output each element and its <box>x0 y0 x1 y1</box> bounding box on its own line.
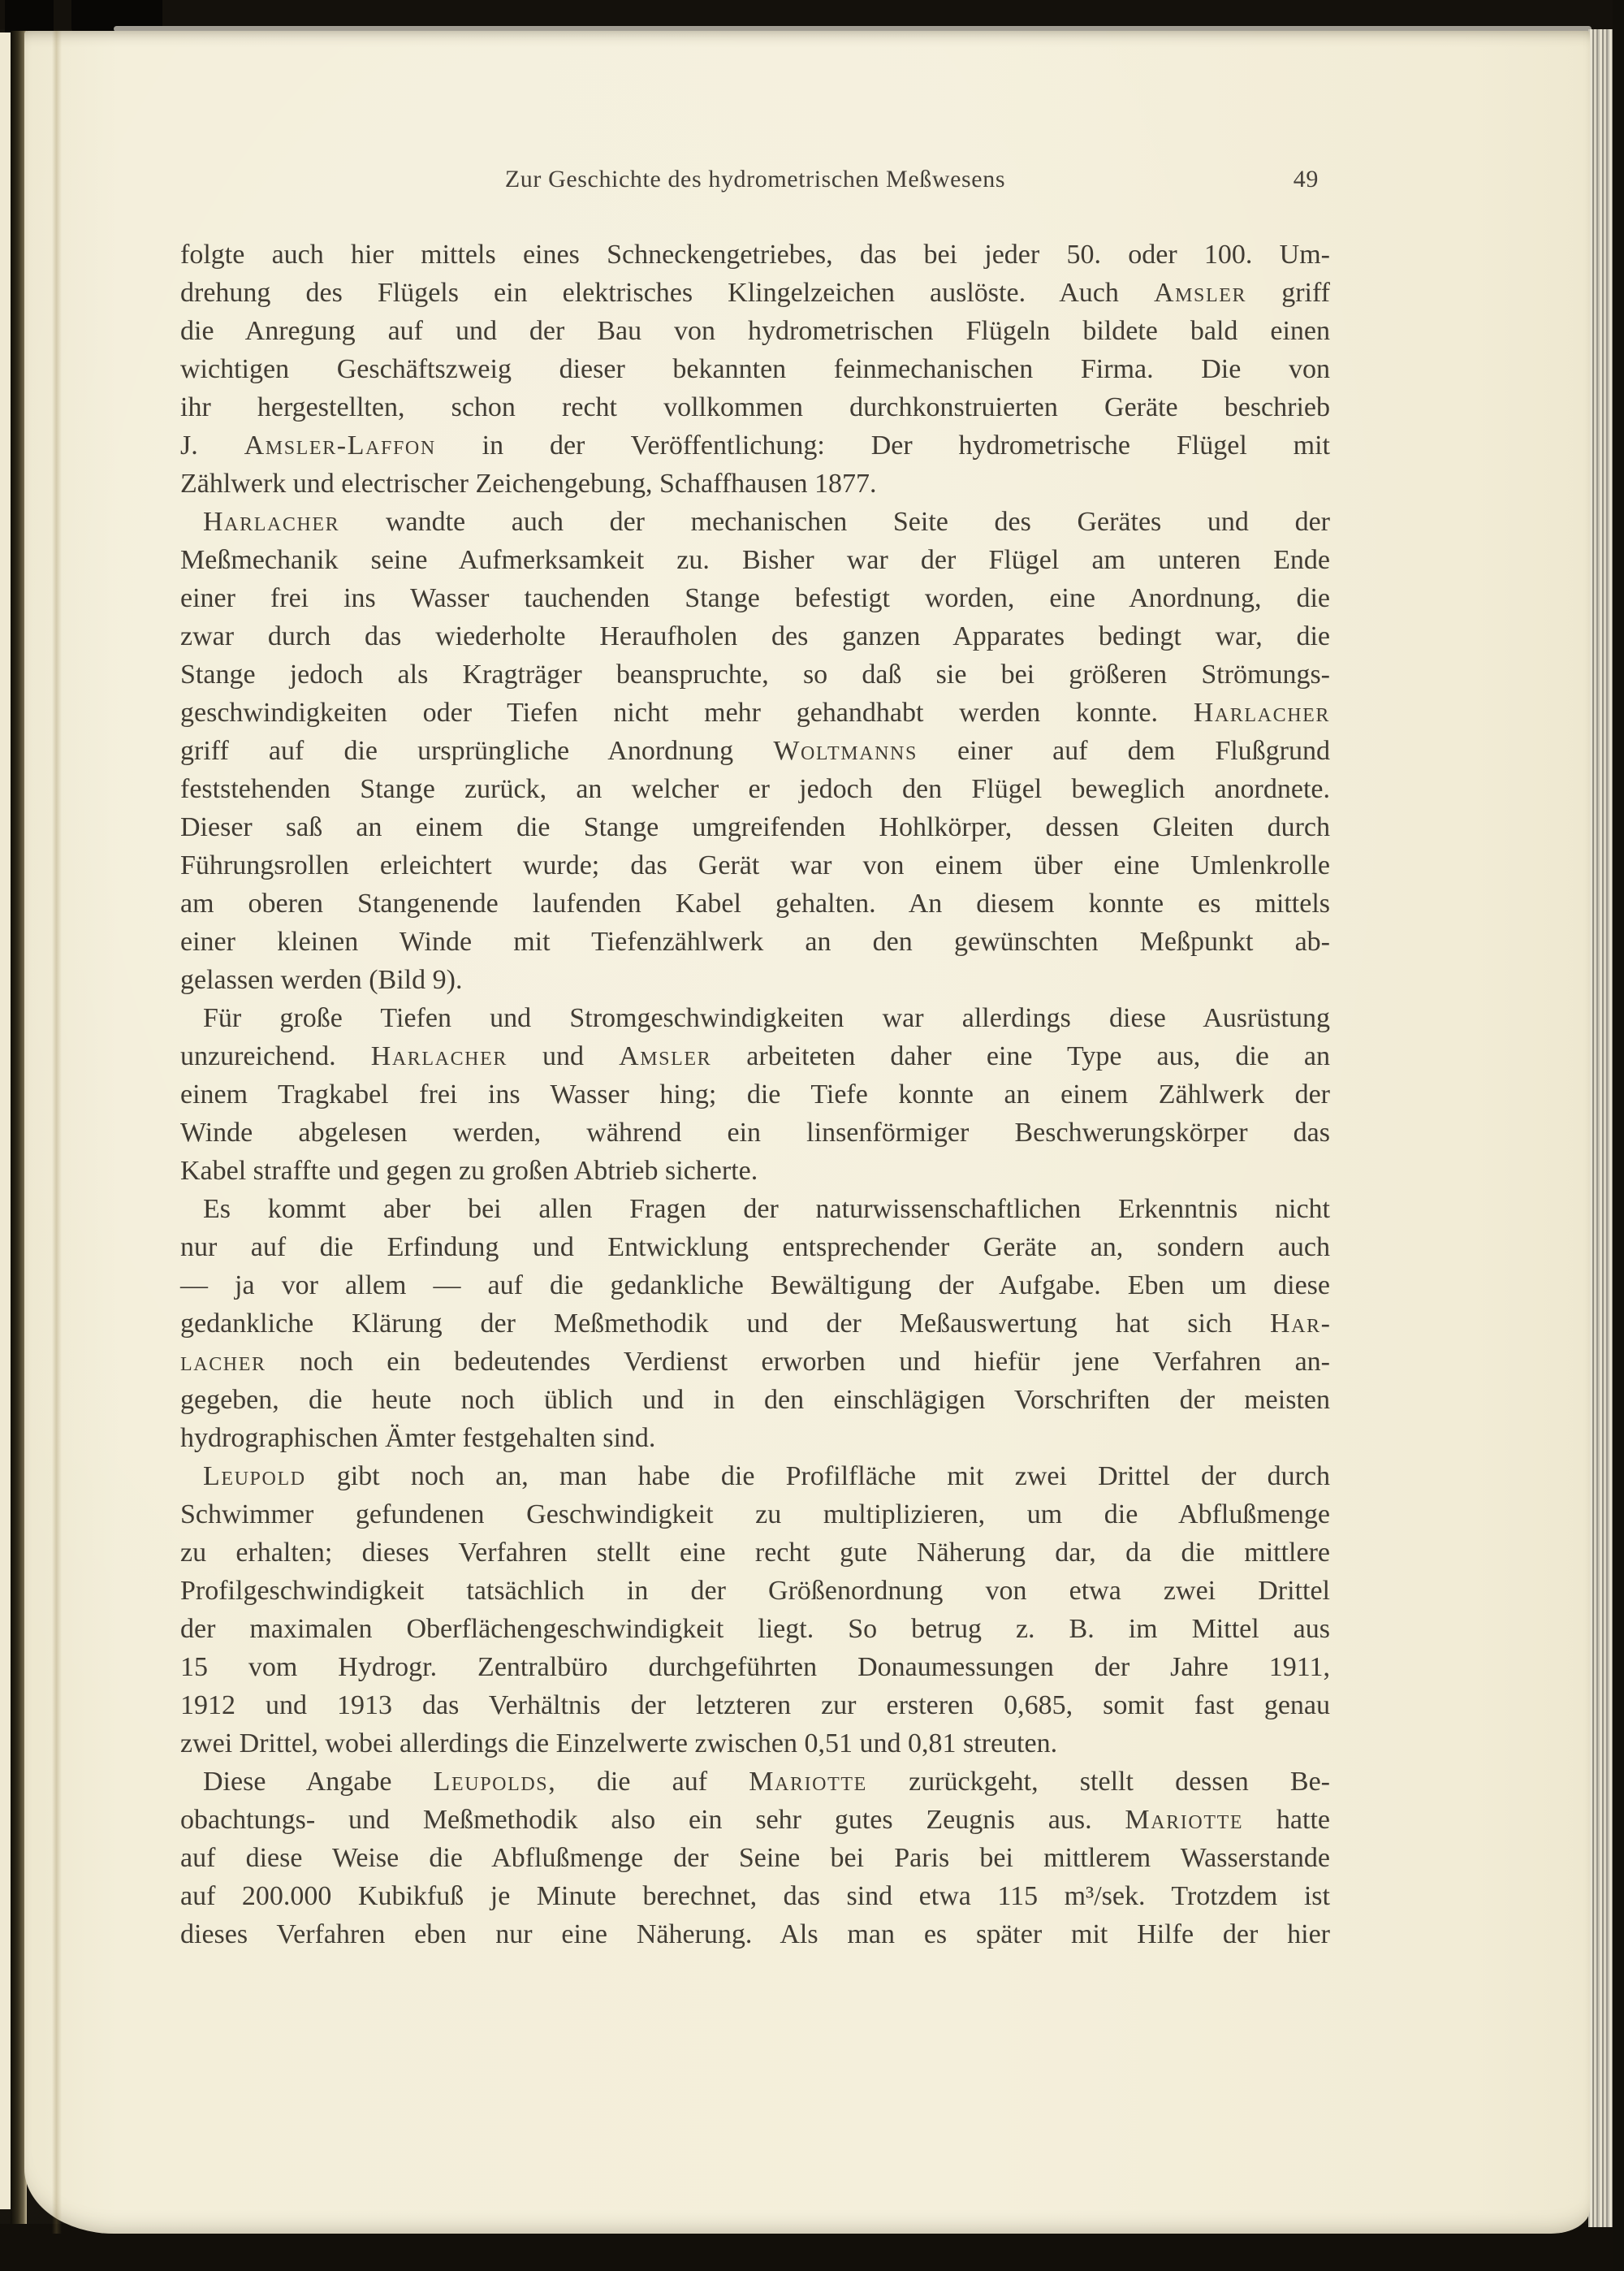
text-line: Leupold gibt noch an, man habe die Profilfläche mit zwei Drittel der durch <box>203 1461 1330 1491</box>
text-line: Dieser saß an einem die Stange umgreifenden Hohlkörper, dessen Gleiten durch <box>180 812 1330 842</box>
text-line: J. Amsler-Laffon in der Veröffentlichung: Der hydrometrische Flügel mit <box>180 430 1330 461</box>
text-line: Winde abgelesen werden, während ein linsenförmiger Beschwerungskörper das <box>180 1118 1330 1148</box>
text-line: nur auf die Erfindung und Entwicklung entsprechender Geräte an, sondern auch <box>180 1232 1330 1262</box>
text-line: gegeben, die heute noch üblich und in den einschlägigen Vorschriften der meisten <box>180 1385 1330 1415</box>
small-caps-name: Woltmanns <box>773 736 918 766</box>
text-line: Für große Tiefen und Stromgeschwindigkeiten war allerdings diese Ausrüstung <box>203 1003 1330 1033</box>
small-caps-name: Amsler-Laffon <box>244 430 436 461</box>
scanner-top-bar <box>0 0 1624 29</box>
running-head: Zur Geschichte des hydrometrischen Meßwesens <box>504 166 1006 192</box>
text-body <box>180 236 1330 1953</box>
small-caps-name: Amsler <box>1153 278 1247 308</box>
page-edge-stripes <box>1588 29 1614 2227</box>
text-line: am oberen Stangenende laufenden Kabel gehalten. An diesem konnte es mittels <box>180 889 1330 919</box>
paragraph <box>180 236 1330 503</box>
text-line: der maximalen Oberflächengeschwindigkeit liegt. So betrug z. B. im Mittel aus <box>180 1614 1330 1644</box>
text-line: lacher noch ein bedeutendes Verdienst erworben und hiefür jene Verfahren an- <box>180 1347 1330 1377</box>
page-number: 49 <box>1293 166 1319 192</box>
paragraph <box>180 1763 1330 1953</box>
text-line: gelassen werden (Bild 9). <box>180 965 463 995</box>
text-line: Stange jedoch als Kragträger beanspruchte, so daß sie bei größeren Strömungs- <box>180 660 1330 690</box>
text-line: wichtigen Geschäftszweig dieser bekannten feinmechanischen Firma. Die von <box>180 354 1330 384</box>
text-line: einem Tragkabel frei ins Wasser hing; die Tiefe konnte an einem Zählwerk der <box>180 1079 1330 1110</box>
small-caps-name: Harlacher <box>203 507 340 537</box>
text-line: hydrographischen Ämter festgehalten sind. <box>180 1423 656 1453</box>
text-line: zwar durch das wiederholte Heraufholen des ganzen Apparates bedingt war, die <box>180 621 1330 651</box>
text-line: Profilgeschwindigkeit tatsächlich in der Größenordnung von etwa zwei Drittel <box>180 1576 1330 1606</box>
text-line: dieses Verfahren eben nur eine Näherung. Als man es später mit Hilfe der hier <box>180 1919 1330 1949</box>
book-page <box>24 31 1590 2234</box>
small-caps-name: Amsler <box>619 1041 712 1071</box>
small-caps-name: Leupolds <box>433 1767 549 1797</box>
page-header <box>180 166 1330 201</box>
text-line: zwei Drittel, wobei allerdings die Einzelwerte zwischen 0,51 und 0,81 streuten. <box>180 1728 1058 1758</box>
adjacent-page-edge <box>0 32 11 2209</box>
text-line: Führungsrollen erleichtert wurde; das Gerät war von einem über eine Umlenkrolle <box>180 850 1330 880</box>
scanner-right-margin <box>1613 0 1624 2271</box>
text-line: Zählwerk und electrischer Zeichengebung, Schaffhausen 1877. <box>180 469 877 499</box>
text-line: auf 200.000 Kubikfuß je Minute berechnet, das sind etwa 115 m³/sek. Trotzdem ist <box>180 1881 1330 1911</box>
text-line: Schwimmer gefundenen Geschwindigkeit zu multiplizieren, um die Abflußmenge <box>180 1499 1330 1529</box>
text-line: feststehenden Stange zurück, an welcher er jedoch den Flügel beweglich anordnete. <box>180 774 1330 804</box>
text-line: griff auf die ursprüngliche Anordnung Woltmanns einer auf dem Flußgrund <box>180 736 1331 766</box>
paragraph <box>180 1457 1330 1763</box>
text-line: ihr hergestellten, schon recht vollkommen durchkonstruierten Geräte beschrieb <box>180 392 1330 422</box>
text-line: unzureichend. Harlacher und Amsler arbeiteten daher eine Type aus, die an <box>180 1041 1331 1071</box>
paragraph <box>180 1190 1330 1457</box>
text-line: — ja vor allem — auf die gedankliche Bewältigung der Aufgabe. Eben um diese <box>180 1270 1330 1300</box>
text-line: drehung des Flügels ein elektrisches Klingelzeichen auslöste. Auch Amsler griff <box>180 278 1330 308</box>
page-crease <box>52 31 62 2234</box>
text-line: Diese Angabe Leupolds, die auf Mariotte zurückgeht, stellt dessen Be- <box>203 1767 1330 1797</box>
small-caps-name: Harlacher <box>1193 698 1330 728</box>
text-line: Kabel straffte und gegen zu großen Abtrieb sicherte. <box>180 1156 758 1186</box>
text-line: geschwindigkeiten oder Tiefen nicht mehr gehandhabt werden konnte. Harlacher <box>180 698 1330 728</box>
paragraph <box>180 503 1330 999</box>
small-caps-name: Mariotte <box>1125 1805 1244 1835</box>
text-line: Meßmechanik seine Aufmerksamkeit zu. Bisher war der Flügel am unteren Ende <box>180 545 1330 575</box>
text-line: Es kommt aber bei allen Fragen der naturwissenschaftlichen Erkenntnis nicht <box>203 1194 1330 1224</box>
text-line: die Anregung auf und der Bau von hydrometrischen Flügeln bildete bald einen <box>180 316 1330 346</box>
small-caps-name: Mariotte <box>749 1767 867 1797</box>
text-line: zu erhalten; dieses Verfahren stellt eine recht gute Näherung dar, da die mittlere <box>180 1538 1330 1568</box>
small-caps-name: Har <box>1269 1309 1321 1339</box>
small-caps-name: lacher <box>180 1347 266 1377</box>
text-line: 1912 und 1913 das Verhältnis der letzteren zur ersteren 0,685, somit fast genau <box>180 1690 1330 1720</box>
text-line: Harlacher wandte auch der mechanischen Seite des Gerätes und der <box>203 507 1330 537</box>
text-line: auf diese Weise die Abflußmenge der Seine bei Paris bei mittlerem Wasserstande <box>180 1843 1330 1873</box>
small-caps-name: Leupold <box>203 1461 306 1491</box>
small-caps-name: Harlacher <box>370 1041 508 1071</box>
text-line: folgte auch hier mittels eines Schneckengetriebes, das bei jeder 50. oder 100. Um- <box>180 240 1330 270</box>
text-line: 15 vom Hydrogr. Zentralbüro durchgeführten Donaumessungen der Jahre 1911, <box>180 1652 1330 1682</box>
text-line: gedankliche Klärung der Meßmethodik und der Meßauswertung hat sich Har- <box>180 1309 1330 1339</box>
paragraph <box>180 999 1330 1190</box>
text-line: einer kleinen Winde mit Tiefenzählwerk an den gewünschten Meßpunkt ab- <box>180 927 1330 957</box>
text-line: obachtungs- und Meßmethodik also ein sehr gutes Zeugnis aus. Mariotte hatte <box>180 1805 1331 1835</box>
text-line: einer frei ins Wasser tauchenden Stange befestigt worden, eine Anordnung, die <box>180 583 1330 613</box>
